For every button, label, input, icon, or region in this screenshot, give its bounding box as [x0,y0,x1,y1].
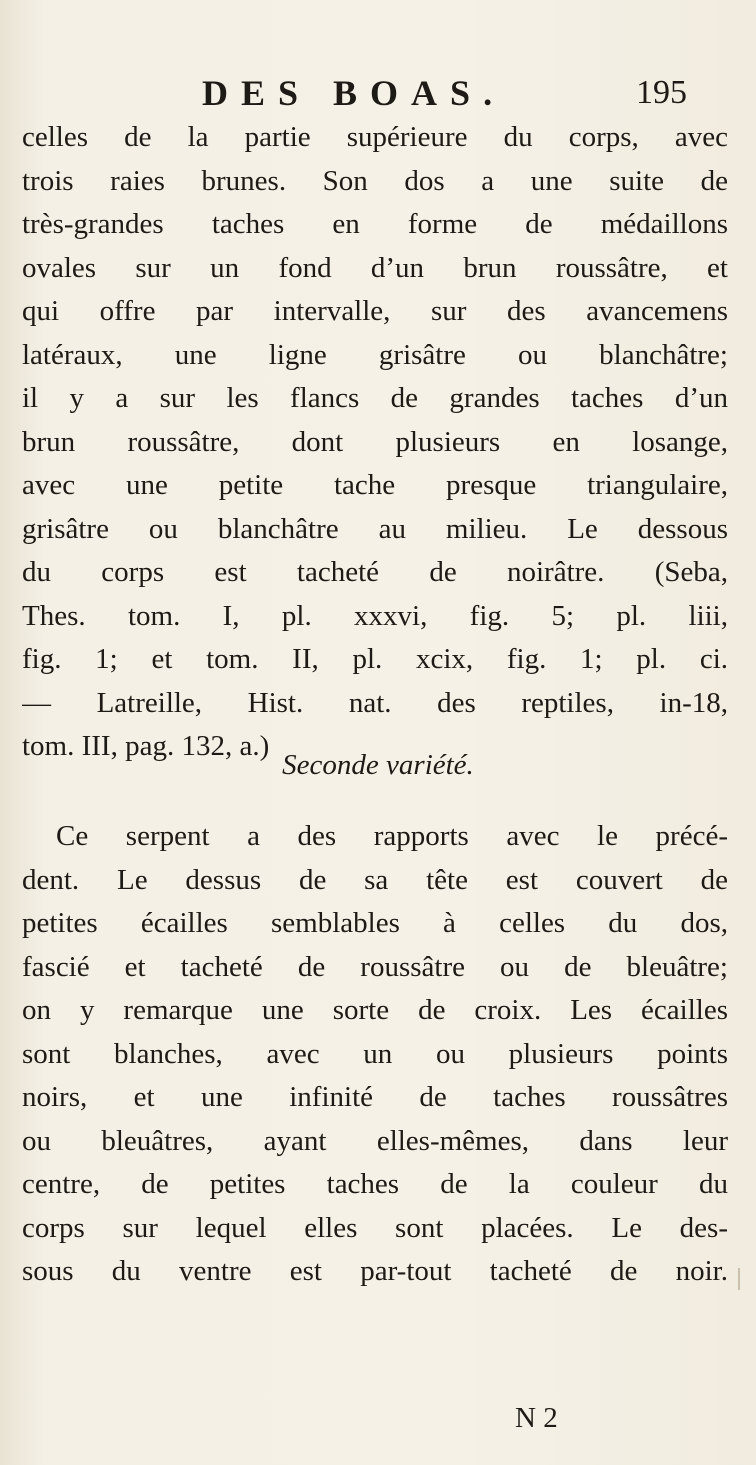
text-line: Thes. tom. I, pl. xxxvi, fig. 5; pl. liii, [22,599,728,632]
running-title: DES BOAS. [202,73,506,113]
text-line: on y remarque une sorte de croix. Les écailles [22,994,728,1026]
text-line: sous du ventre est par-tout tacheté de noir. [22,1255,728,1287]
text-line: ou bleuâtres, ayant elles-mêmes, dans leur [22,1124,728,1157]
text-line: qui offre par intervalle, sur des avancemens [22,295,728,327]
text-line: grisâtre ou blanchâtre au milieu. Le dessous [22,512,728,545]
text-line: il y a sur les flancs de grandes taches d’un [22,382,728,414]
text-line: fascié et tacheté de roussâtre ou de bleuâtre; [22,950,728,983]
text-line: brun roussâtre, dont plusieurs en losange, [22,425,728,458]
text-line: sont blanches, avec un ou plusieurs points [22,1037,728,1070]
text-line: noirs, et une infinité de taches roussâtres [22,1081,728,1113]
text-line: trois raies brunes. Son dos a une suite de [22,164,728,197]
text-line: dent. Le dessus de sa tête est couvert de [22,863,728,896]
text-line: — Latreille, Hist. nat. des reptiles, in-18, [22,686,728,719]
paragraph-seconde-variete [22,815,728,1294]
text-line: fig. 1; et tom. II, pl. xcix, fig. 1; pl. ci. [22,643,728,675]
signature-mark: N 2 [515,1402,558,1434]
text-line: ovales sur un fond d’un brun roussâtre, et [22,251,728,284]
paragraph-continued [22,116,728,769]
text-line: Ce serpent a des rapports avec le précé- [56,820,728,852]
section-heading: Seconde variété. [282,749,474,781]
text-line: centre, de petites taches de la couleur du [22,1168,728,1200]
page-number: 195 [636,74,687,111]
text-line: latéraux, une ligne grisâtre ou blanchâtre; [22,338,728,371]
text-line: petites écailles semblables à celles du dos, [22,907,728,939]
running-head [0,68,756,118]
margin-mark [738,1268,740,1290]
text-line: celles de la partie supérieure du corps, avec [22,121,728,153]
text-line: du corps est tacheté de noirâtre. (Seba, [22,556,728,588]
text-line: très-grandes taches en forme de médaillons [22,208,728,240]
text-line: corps sur lequel elles sont placées. Le des- [22,1211,728,1244]
text-line: tom. III, pag. 132, a.) [22,730,270,762]
text-line: avec une petite tache presque triangulaire, [22,469,728,501]
